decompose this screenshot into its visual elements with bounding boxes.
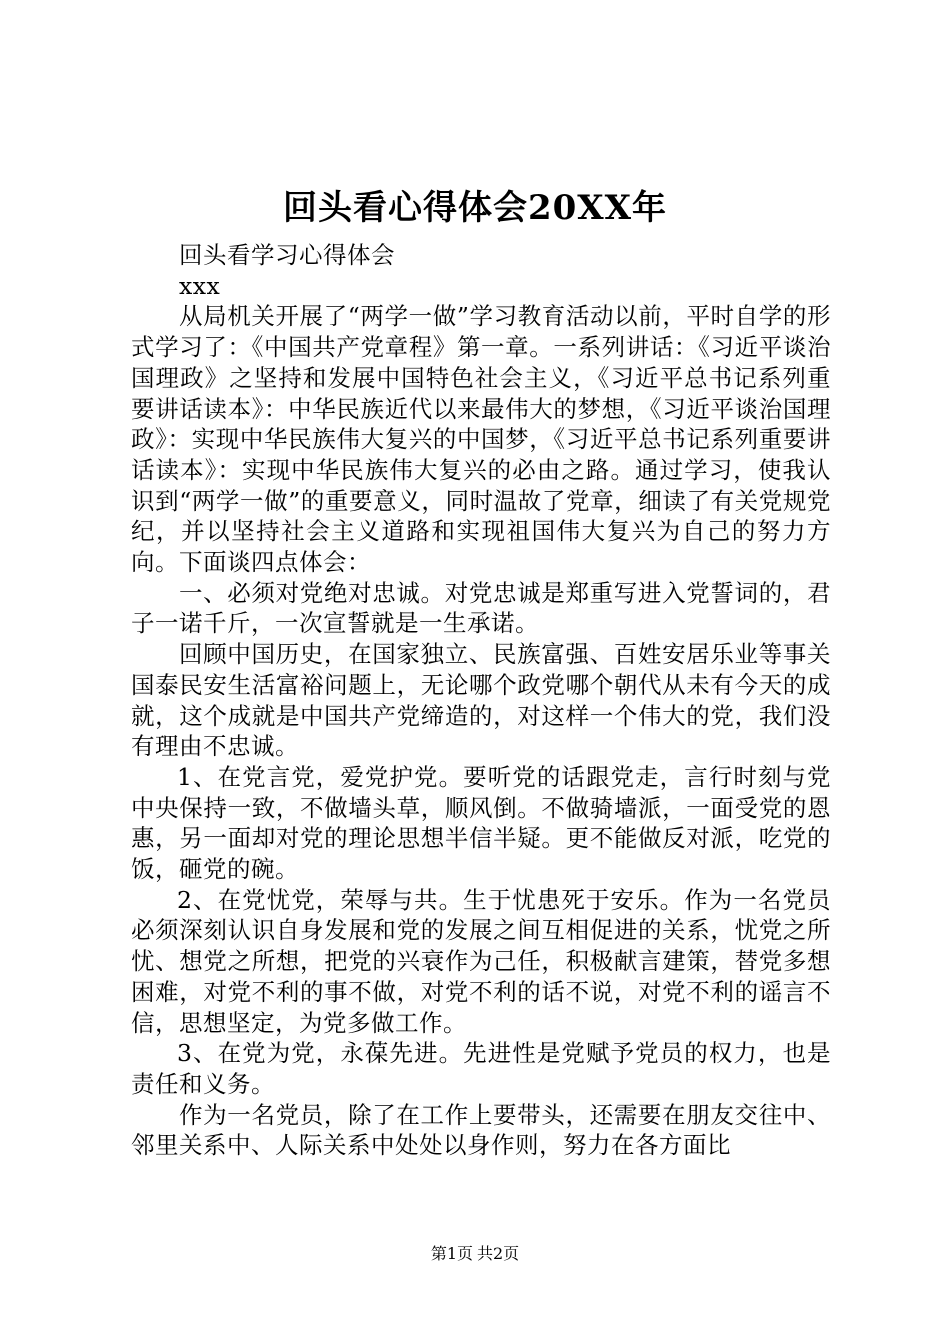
author-paragraph: xxx [179, 271, 221, 300]
item-two-paragraph: 2、在党忧党，荣辱与共。生于忧患死于安乐。作为一名党员必须深刻认识自身发展和党的发展之间互相促进的关系，忧党之所忧、想党之所想，把党的兴衰作为己任，积极献言建策，替党多想困难，对党不利的事不做，对党不利的话不说，对党不利的谣言不信，思想坚定，为党多做工作。 [131, 885, 831, 1037]
subtitle-paragraph: 回头看学习心得体会 [179, 241, 395, 269]
page-total: 共2页 [477, 1244, 520, 1263]
item-three-paragraph: 3、在党为党，永葆先进。先进性是党赋予党员的权力，也是责任和义务。 [131, 1039, 831, 1098]
page-number: 第1页 [430, 1244, 473, 1263]
history-paragraph: 回顾中国历史，在国家独立、民族富强、百姓安居乐业等事关国泰民安生活富裕问题上，无论哪个政党哪个朝代从未有今天的成就，这个成就是中国共产党缔造的，对这样一个伟大的党，我们没有理由不忠诚。 [131, 640, 831, 761]
point-one-paragraph: 一、必须对党绝对忠诚。对党忠诚是郑重写进入党誓词的，君子一诺千斤，一次宣誓就是一生承诺。 [131, 578, 831, 638]
item-one-paragraph: 1、在党言党，爱党护党。要听党的话跟党走，言行时刻与党中央保持一致，不做墙头草，顺风倒。不做骑墙派，一面受党的恩惠，另一面却对党的理论思想半信半疑。更不能做反对派，吃党的饭，砸党的碗。 [131, 762, 831, 884]
intro-paragraph: 从局机关开展了“两学一做”学习教育活动以前，平时自学的形式学习了：《中国共产党章程》第一章。一系列讲话：《习近平谈治国理政》之坚持和发展中国特色社会主义，《习近平总书记系列重要讲话读本》：中华民族近代以来最伟大的梦想，《习近平谈治国理政》：实现中华民族伟大复兴的中国梦，《习近平总书记系列重要讲话读本》：实现中华民族伟大复兴的必由之路。通过学习，使我认识到“两学一做”的重要意义，同时温故了党章，细读了有关党规党纪，并以坚持社会主义道路和实现祖国伟大复兴为自己的努力方向。下面谈四点体会： [131, 302, 831, 577]
document-title: 回头看心得体会20XX年 [282, 188, 668, 228]
page-footer [0, 1244, 950, 1264]
document-body [131, 240, 831, 1161]
member-paragraph: 作为一名党员，除了在工作上要带头，还需要在朋友交往中、邻里关系中、人际关系中处处以身作则，努力在各方面比 [131, 1100, 831, 1160]
